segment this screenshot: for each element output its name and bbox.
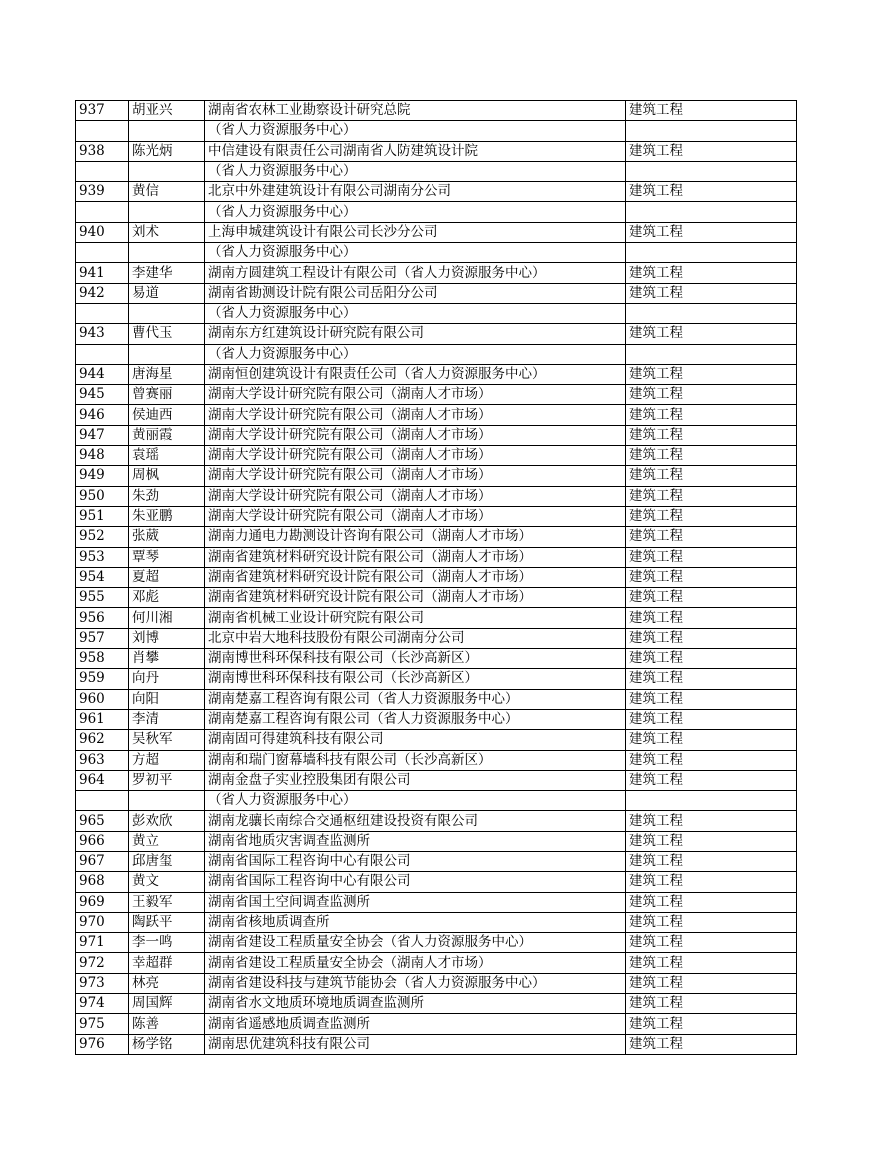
row-number-cell	[76, 303, 129, 323]
person-name-cell: 曹代玉	[129, 324, 205, 344]
discipline-cell: 建筑工程	[626, 263, 797, 283]
organization-cell: 湖南大学设计研究院有限公司（湖南人才市场）	[205, 446, 626, 466]
row-number-cell: 954	[76, 567, 129, 587]
organization-cell: 湖南省勘测设计院有限公司岳阳分公司	[205, 283, 626, 303]
table-row	[76, 912, 797, 932]
row-number-cell: 951	[76, 506, 129, 526]
organization-cell: 湖南省建设工程质量安全协会（省人力资源服务中心）	[205, 933, 626, 953]
row-number-cell: 964	[76, 770, 129, 790]
person-name-cell: 刘术	[129, 222, 205, 242]
row-number-cell	[76, 161, 129, 181]
table-row	[76, 588, 797, 608]
table-row	[76, 811, 797, 831]
person-name-cell	[129, 202, 205, 222]
person-name-cell: 覃琴	[129, 547, 205, 567]
discipline-cell: 建筑工程	[626, 851, 797, 871]
person-name-cell: 幸超群	[129, 953, 205, 973]
row-number-cell: 939	[76, 182, 129, 202]
discipline-cell: 建筑工程	[626, 324, 797, 344]
table-row	[76, 628, 797, 648]
table-row	[76, 364, 797, 384]
row-number-cell: 945	[76, 385, 129, 405]
person-name-cell: 陈光炳	[129, 141, 205, 161]
table-row	[76, 527, 797, 547]
discipline-cell: 建筑工程	[626, 730, 797, 750]
row-number-cell: 961	[76, 709, 129, 729]
organization-cell: 湖南力通电力勘测设计咨询有限公司（湖南人才市场）	[205, 527, 626, 547]
table-row	[76, 283, 797, 303]
organization-cell: 湖南方圆建筑工程设计有限公司（省人力资源服务中心）	[205, 263, 626, 283]
row-number-cell: 958	[76, 649, 129, 669]
organization-cell: 湖南博世科环保科技有限公司（长沙高新区）	[205, 649, 626, 669]
row-number-cell: 955	[76, 588, 129, 608]
person-name-cell: 陶跃平	[129, 912, 205, 932]
table-row	[76, 730, 797, 750]
discipline-cell: 建筑工程	[626, 425, 797, 445]
person-name-cell: 彭欢欣	[129, 811, 205, 831]
organization-cell: 湖南恒创建筑设计有限责任公司（省人力资源服务中心）	[205, 364, 626, 384]
discipline-cell	[626, 121, 797, 141]
person-name-cell	[129, 303, 205, 323]
table-row	[76, 466, 797, 486]
organization-cell: 湖南省地质灾害调查监测所	[205, 831, 626, 851]
discipline-cell	[626, 202, 797, 222]
row-number-cell	[76, 344, 129, 364]
organization-cell: 湖南东方红建筑设计研究院有限公司	[205, 324, 626, 344]
organization-cell: 北京中外建建筑设计有限公司湖南分公司	[205, 182, 626, 202]
person-name-cell: 林亮	[129, 973, 205, 993]
discipline-cell: 建筑工程	[626, 547, 797, 567]
row-number-cell: 950	[76, 486, 129, 506]
table-row	[76, 851, 797, 871]
person-name-cell	[129, 161, 205, 181]
organization-cell: 湖南省建设工程质量安全协会（湖南人才市场）	[205, 953, 626, 973]
organization-cell: （省人力资源服务中心）	[205, 202, 626, 222]
row-number-cell: 947	[76, 425, 129, 445]
row-number-cell: 960	[76, 689, 129, 709]
organization-cell: （省人力资源服务中心）	[205, 121, 626, 141]
table-row	[76, 1034, 797, 1054]
table-row	[76, 831, 797, 851]
row-number-cell: 968	[76, 872, 129, 892]
organization-cell: 湖南省建设科技与建筑节能协会（省人力资源服务中心）	[205, 973, 626, 993]
discipline-cell: 建筑工程	[626, 994, 797, 1014]
discipline-cell: 建筑工程	[626, 405, 797, 425]
table-row	[76, 689, 797, 709]
table-row	[76, 506, 797, 526]
row-number-cell: 949	[76, 466, 129, 486]
discipline-cell: 建筑工程	[626, 669, 797, 689]
row-number-cell: 937	[76, 101, 129, 121]
discipline-cell: 建筑工程	[626, 567, 797, 587]
row-number-cell: 975	[76, 1014, 129, 1034]
person-name-cell: 胡亚兴	[129, 101, 205, 121]
discipline-cell: 建筑工程	[626, 1014, 797, 1034]
discipline-cell	[626, 344, 797, 364]
person-name-cell: 肖攀	[129, 649, 205, 669]
table-row	[76, 649, 797, 669]
table-row	[76, 405, 797, 425]
discipline-cell: 建筑工程	[626, 222, 797, 242]
table-row	[76, 263, 797, 283]
row-number-cell: 974	[76, 994, 129, 1014]
discipline-cell: 建筑工程	[626, 770, 797, 790]
table-row	[76, 547, 797, 567]
discipline-cell: 建筑工程	[626, 182, 797, 202]
person-name-cell	[129, 121, 205, 141]
table-row	[76, 791, 797, 811]
person-name-cell: 黄立	[129, 831, 205, 851]
discipline-cell: 建筑工程	[626, 953, 797, 973]
roster-table-body	[76, 101, 797, 1055]
person-name-cell: 吴秋军	[129, 730, 205, 750]
organization-cell: 湖南省国际工程咨询中心有限公司	[205, 872, 626, 892]
person-name-cell	[129, 243, 205, 263]
organization-cell: 湖南省国土空间调查监测所	[205, 892, 626, 912]
person-name-cell: 何川湘	[129, 608, 205, 628]
row-number-cell: 959	[76, 669, 129, 689]
discipline-cell: 建筑工程	[626, 912, 797, 932]
row-number-cell: 946	[76, 405, 129, 425]
organization-cell: 上海申城建筑设计有限公司长沙分公司	[205, 222, 626, 242]
person-name-cell: 黄丽霞	[129, 425, 205, 445]
organization-cell: 湖南省机械工业设计研究院有限公司	[205, 608, 626, 628]
person-name-cell	[129, 344, 205, 364]
person-name-cell: 李清	[129, 709, 205, 729]
person-name-cell: 袁瑶	[129, 446, 205, 466]
table-row	[76, 385, 797, 405]
table-row	[76, 567, 797, 587]
table-row	[76, 344, 797, 364]
table-row	[76, 1014, 797, 1034]
discipline-cell: 建筑工程	[626, 608, 797, 628]
row-number-cell: 943	[76, 324, 129, 344]
table-row	[76, 486, 797, 506]
row-number-cell: 948	[76, 446, 129, 466]
table-row	[76, 202, 797, 222]
discipline-cell	[626, 791, 797, 811]
row-number-cell: 970	[76, 912, 129, 932]
person-name-cell: 李建华	[129, 263, 205, 283]
table-row	[76, 303, 797, 323]
person-name-cell: 唐海星	[129, 364, 205, 384]
organization-cell: 湖南和瑞门窗幕墙科技有限公司（长沙高新区）	[205, 750, 626, 770]
organization-cell: （省人力资源服务中心）	[205, 161, 626, 181]
person-name-cell: 刘博	[129, 628, 205, 648]
organization-cell: （省人力资源服务中心）	[205, 243, 626, 263]
table-row	[76, 161, 797, 181]
row-number-cell: 957	[76, 628, 129, 648]
organization-cell: 中信建设有限责任公司湖南省人防建筑设计院	[205, 141, 626, 161]
row-number-cell: 965	[76, 811, 129, 831]
person-name-cell: 易道	[129, 283, 205, 303]
organization-cell: 湖南金盘子实业控股集团有限公司	[205, 770, 626, 790]
person-name-cell: 朱亚鹏	[129, 506, 205, 526]
discipline-cell: 建筑工程	[626, 385, 797, 405]
person-name-cell: 邓彪	[129, 588, 205, 608]
person-name-cell: 朱劲	[129, 486, 205, 506]
discipline-cell: 建筑工程	[626, 1034, 797, 1054]
row-number-cell	[76, 121, 129, 141]
person-name-cell: 张葳	[129, 527, 205, 547]
discipline-cell: 建筑工程	[626, 933, 797, 953]
discipline-cell	[626, 161, 797, 181]
organization-cell: 湖南思优建筑科技有限公司	[205, 1034, 626, 1054]
row-number-cell: 976	[76, 1034, 129, 1054]
person-name-cell: 周国辉	[129, 994, 205, 1014]
row-number-cell	[76, 243, 129, 263]
roster-sheet	[75, 100, 796, 1055]
table-row	[76, 994, 797, 1014]
organization-cell: 湖南楚嘉工程咨询有限公司（省人力资源服务中心）	[205, 689, 626, 709]
organization-cell: 湖南龙骧长南综合交通枢纽建设投资有限公司	[205, 811, 626, 831]
table-row	[76, 141, 797, 161]
organization-cell: 湖南省核地质调查所	[205, 912, 626, 932]
discipline-cell: 建筑工程	[626, 892, 797, 912]
organization-cell: 湖南楚嘉工程咨询有限公司（省人力资源服务中心）	[205, 709, 626, 729]
discipline-cell: 建筑工程	[626, 466, 797, 486]
discipline-cell: 建筑工程	[626, 506, 797, 526]
organization-cell: 湖南大学设计研究院有限公司（湖南人才市场）	[205, 506, 626, 526]
person-name-cell: 夏超	[129, 567, 205, 587]
discipline-cell	[626, 303, 797, 323]
table-row	[76, 750, 797, 770]
row-number-cell: 971	[76, 933, 129, 953]
table-row	[76, 973, 797, 993]
discipline-cell: 建筑工程	[626, 709, 797, 729]
row-number-cell: 963	[76, 750, 129, 770]
discipline-cell: 建筑工程	[626, 446, 797, 466]
person-name-cell: 向阳	[129, 689, 205, 709]
person-name-cell: 向丹	[129, 669, 205, 689]
organization-cell: 湖南省农林工业勘察设计研究总院	[205, 101, 626, 121]
discipline-cell: 建筑工程	[626, 649, 797, 669]
row-number-cell: 966	[76, 831, 129, 851]
person-name-cell: 黄信	[129, 182, 205, 202]
table-row	[76, 324, 797, 344]
table-row	[76, 425, 797, 445]
roster-table	[75, 100, 797, 1055]
organization-cell: 湖南大学设计研究院有限公司（湖南人才市场）	[205, 486, 626, 506]
person-name-cell: 邱唐玺	[129, 851, 205, 871]
person-name-cell: 陈善	[129, 1014, 205, 1034]
table-row	[76, 101, 797, 121]
table-row	[76, 608, 797, 628]
row-number-cell: 973	[76, 973, 129, 993]
person-name-cell: 杨学铭	[129, 1034, 205, 1054]
discipline-cell: 建筑工程	[626, 486, 797, 506]
discipline-cell: 建筑工程	[626, 811, 797, 831]
organization-cell: 湖南大学设计研究院有限公司（湖南人才市场）	[205, 405, 626, 425]
table-row	[76, 121, 797, 141]
row-number-cell	[76, 202, 129, 222]
organization-cell: 湖南固可得建筑科技有限公司	[205, 730, 626, 750]
discipline-cell: 建筑工程	[626, 689, 797, 709]
person-name-cell: 李一鸣	[129, 933, 205, 953]
organization-cell: （省人力资源服务中心）	[205, 303, 626, 323]
organization-cell: 北京中岩大地科技股份有限公司湖南分公司	[205, 628, 626, 648]
table-row	[76, 953, 797, 973]
row-number-cell: 956	[76, 608, 129, 628]
discipline-cell: 建筑工程	[626, 141, 797, 161]
row-number-cell: 967	[76, 851, 129, 871]
row-number-cell: 944	[76, 364, 129, 384]
person-name-cell: 方超	[129, 750, 205, 770]
row-number-cell: 962	[76, 730, 129, 750]
table-row	[76, 222, 797, 242]
table-row	[76, 243, 797, 263]
discipline-cell: 建筑工程	[626, 628, 797, 648]
person-name-cell: 侯迪西	[129, 405, 205, 425]
discipline-cell: 建筑工程	[626, 872, 797, 892]
person-name-cell: 曾赛丽	[129, 385, 205, 405]
row-number-cell: 953	[76, 547, 129, 567]
organization-cell: 湖南省建筑材料研究设计院有限公司（湖南人才市场）	[205, 588, 626, 608]
row-number-cell: 969	[76, 892, 129, 912]
organization-cell: 湖南省建筑材料研究设计院有限公司（湖南人才市场）	[205, 567, 626, 587]
discipline-cell: 建筑工程	[626, 283, 797, 303]
organization-cell: （省人力资源服务中心）	[205, 791, 626, 811]
organization-cell: 湖南大学设计研究院有限公司（湖南人才市场）	[205, 385, 626, 405]
row-number-cell: 941	[76, 263, 129, 283]
discipline-cell	[626, 243, 797, 263]
row-number-cell: 942	[76, 283, 129, 303]
discipline-cell: 建筑工程	[626, 527, 797, 547]
person-name-cell	[129, 791, 205, 811]
discipline-cell: 建筑工程	[626, 588, 797, 608]
organization-cell: 湖南省国际工程咨询中心有限公司	[205, 851, 626, 871]
table-row	[76, 770, 797, 790]
discipline-cell: 建筑工程	[626, 364, 797, 384]
organization-cell: 湖南大学设计研究院有限公司（湖南人才市场）	[205, 425, 626, 445]
table-row	[76, 709, 797, 729]
row-number-cell: 940	[76, 222, 129, 242]
organization-cell: 湖南大学设计研究院有限公司（湖南人才市场）	[205, 466, 626, 486]
table-row	[76, 669, 797, 689]
person-name-cell: 王毅军	[129, 892, 205, 912]
organization-cell: 湖南省水文地质环境地质调查监测所	[205, 994, 626, 1014]
organization-cell: 湖南省建筑材料研究设计院有限公司（湖南人才市场）	[205, 547, 626, 567]
table-row	[76, 933, 797, 953]
discipline-cell: 建筑工程	[626, 831, 797, 851]
person-name-cell: 周枫	[129, 466, 205, 486]
table-row	[76, 892, 797, 912]
organization-cell: （省人力资源服务中心）	[205, 344, 626, 364]
organization-cell: 湖南省遥感地质调查监测所	[205, 1014, 626, 1034]
table-row	[76, 446, 797, 466]
row-number-cell: 938	[76, 141, 129, 161]
row-number-cell	[76, 791, 129, 811]
discipline-cell: 建筑工程	[626, 101, 797, 121]
discipline-cell: 建筑工程	[626, 973, 797, 993]
table-row	[76, 872, 797, 892]
row-number-cell: 972	[76, 953, 129, 973]
person-name-cell: 黄文	[129, 872, 205, 892]
table-row	[76, 182, 797, 202]
discipline-cell: 建筑工程	[626, 750, 797, 770]
row-number-cell: 952	[76, 527, 129, 547]
organization-cell: 湖南博世科环保科技有限公司（长沙高新区）	[205, 669, 626, 689]
person-name-cell: 罗初平	[129, 770, 205, 790]
